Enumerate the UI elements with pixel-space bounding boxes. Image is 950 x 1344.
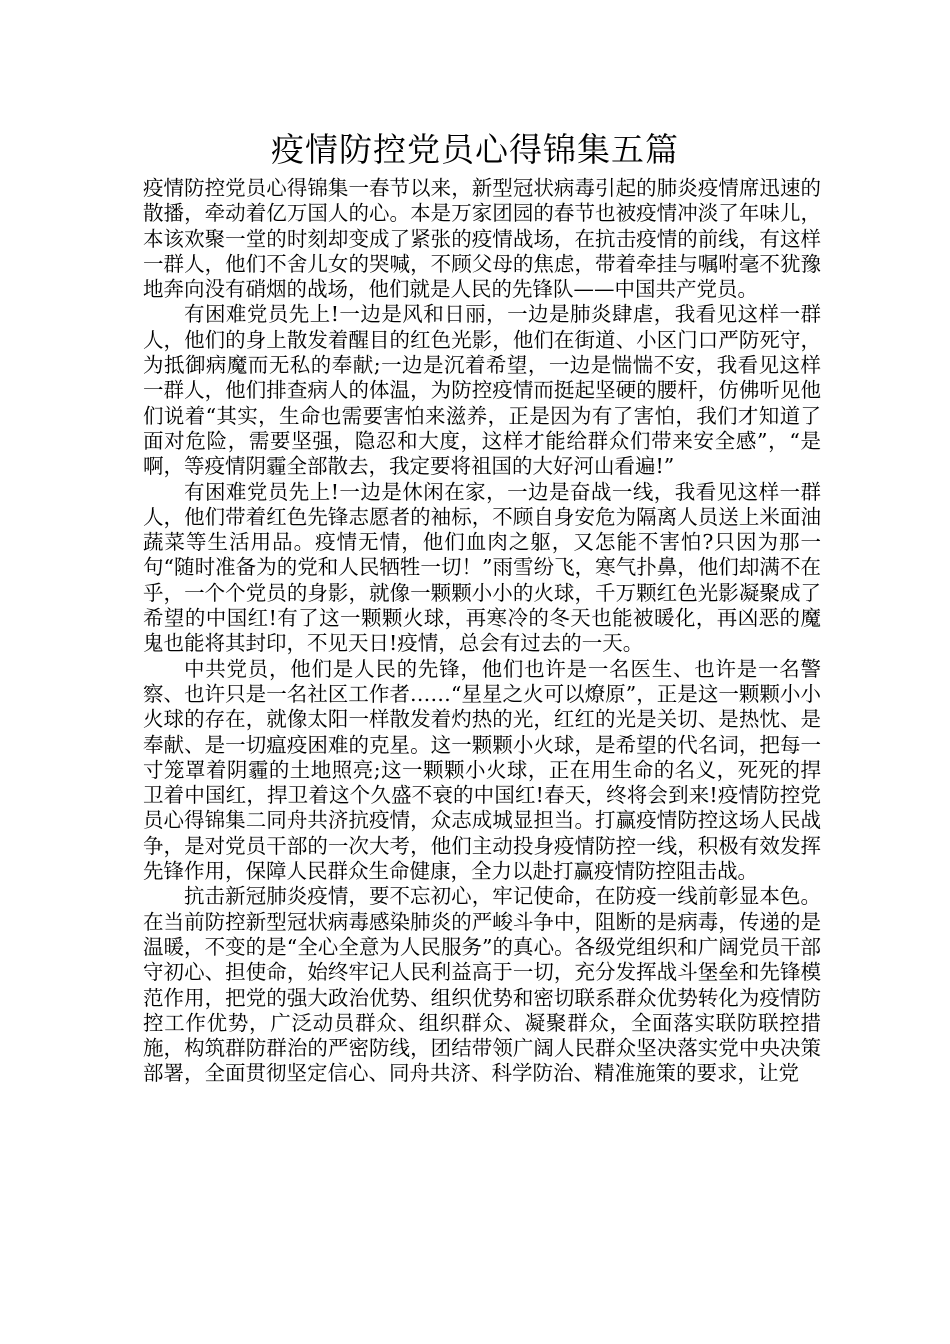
paragraph-4: 中共党员，他们是人民的先锋，他们也许是一名医生、也许是一名警察、也许只是一名社区工作者……“星星之火可以燎原”，正是这一颗颗小小火球的存在，就像太阳一样散发着灼热的光，红红的光是关切、是热忱、是奉献、是一切瘟疫困难的克星。这一颗颗小火球，是希望的代名词，把每一寸笼罩着阴霾的土地照亮;这一颗颗小火球，正在用生命的名义，死死的捍卫着中国红，捍卫着这个久盛不衰的中国红!春天，终将会到来!疫情防控党员心得锦集二同舟共济抗疫情，众志成城显担当。打赢疫情防控这场人民战争，是对党员干部的一次大考，他们主动投身疫情防控一线，积极有效发挥先锋作用，保障人民群众生命健康，全力以赴打赢疫情防控阻击战。 [143,656,821,884]
document-body [143,176,821,1087]
document-title: 疫情防控党员心得锦集五篇 [271,130,679,169]
paragraph-3: 有困难党员先上!一边是休闲在家，一边是奋战一线，我看见这样一群人，他们带着红色先锋志愿者的袖标，不顾自身安危为隔离人员送上米面油蔬菜等生活用品。疫情无情，他们血肉之躯，又怎能不害怕?只因为那一句“随时准备为的党和人民牺牲一切！”雨雪纷飞，寒气扑鼻，他们却满不在乎，一个个党员的身影，就像一颗颗小小的火球，千万颗红色光影凝聚成了希望的中国红!有了这一颗颗火球，再寒冷的冬天也能被暖化，再凶恶的魔鬼也能将其封印，不见天日!疫情，总会有过去的一天。 [143,479,821,656]
paragraph-2: 有困难党员先上!一边是风和日丽，一边是肺炎肆虐，我看见这样一群人，他们的身上散发着醒目的红色光影，他们在街道、小区门口严防死守，为抵御病魔而无私的奉献;一边是沉着希望，一边是惴惴不安，我看见这样一群人，他们排查病人的体温，为防控疫情而挺起坚硬的腰杆，仿佛听见他们说着“其实，生命也需要害怕来滋养，正是因为有了害怕，我们才知道了面对危险，需要坚强，隐忍和大度，这样才能给群众们带来安全感”，“是啊，等疫情阴霾全部散去，我定要将祖国的大好河山看遍!” [143,302,821,479]
paragraph-5: 抗击新冠肺炎疫情，要不忘初心，牢记使命，在防疫一线前彰显本色。在当前防控新型冠状病毒感染肺炎的严峻斗争中，阻断的是病毒，传递的是温暖，不变的是“全心全意为人民服务”的真心。各级党组织和广阔党员干部守初心、担使命，始终牢记人民利益高于一切，充分发挥战斗堡垒和先锋模范作用，把党的强大政治优势、组织优势和密切联系群众优势转化为疫情防控工作优势，广泛动员群众、组织群众、凝聚群众，全面落实联防联控措施，构筑群防群治的严密防线，团结带领广阔人民群众坚决落实党中央决策部署，全面贯彻坚定信心、同舟共济、科学防治、精准施策的要求，让党 [143,884,821,1086]
paragraph-1: 疫情防控党员心得锦集一春节以来，新型冠状病毒引起的肺炎疫情席迅速的散播，牵动着亿万国人的心。本是万家团园的春节也被疫情冲淡了年味儿，本该欢聚一堂的时刻却变成了紧张的疫情战场，在抗击疫情的前线，有这样一群人，他们不舍儿女的哭喊，不顾父母的焦虑，带着牵挂与嘱咐毫不犹豫地奔向没有硝烟的战场，他们就是人民的先锋队——中国共产党员。 [143,176,821,302]
